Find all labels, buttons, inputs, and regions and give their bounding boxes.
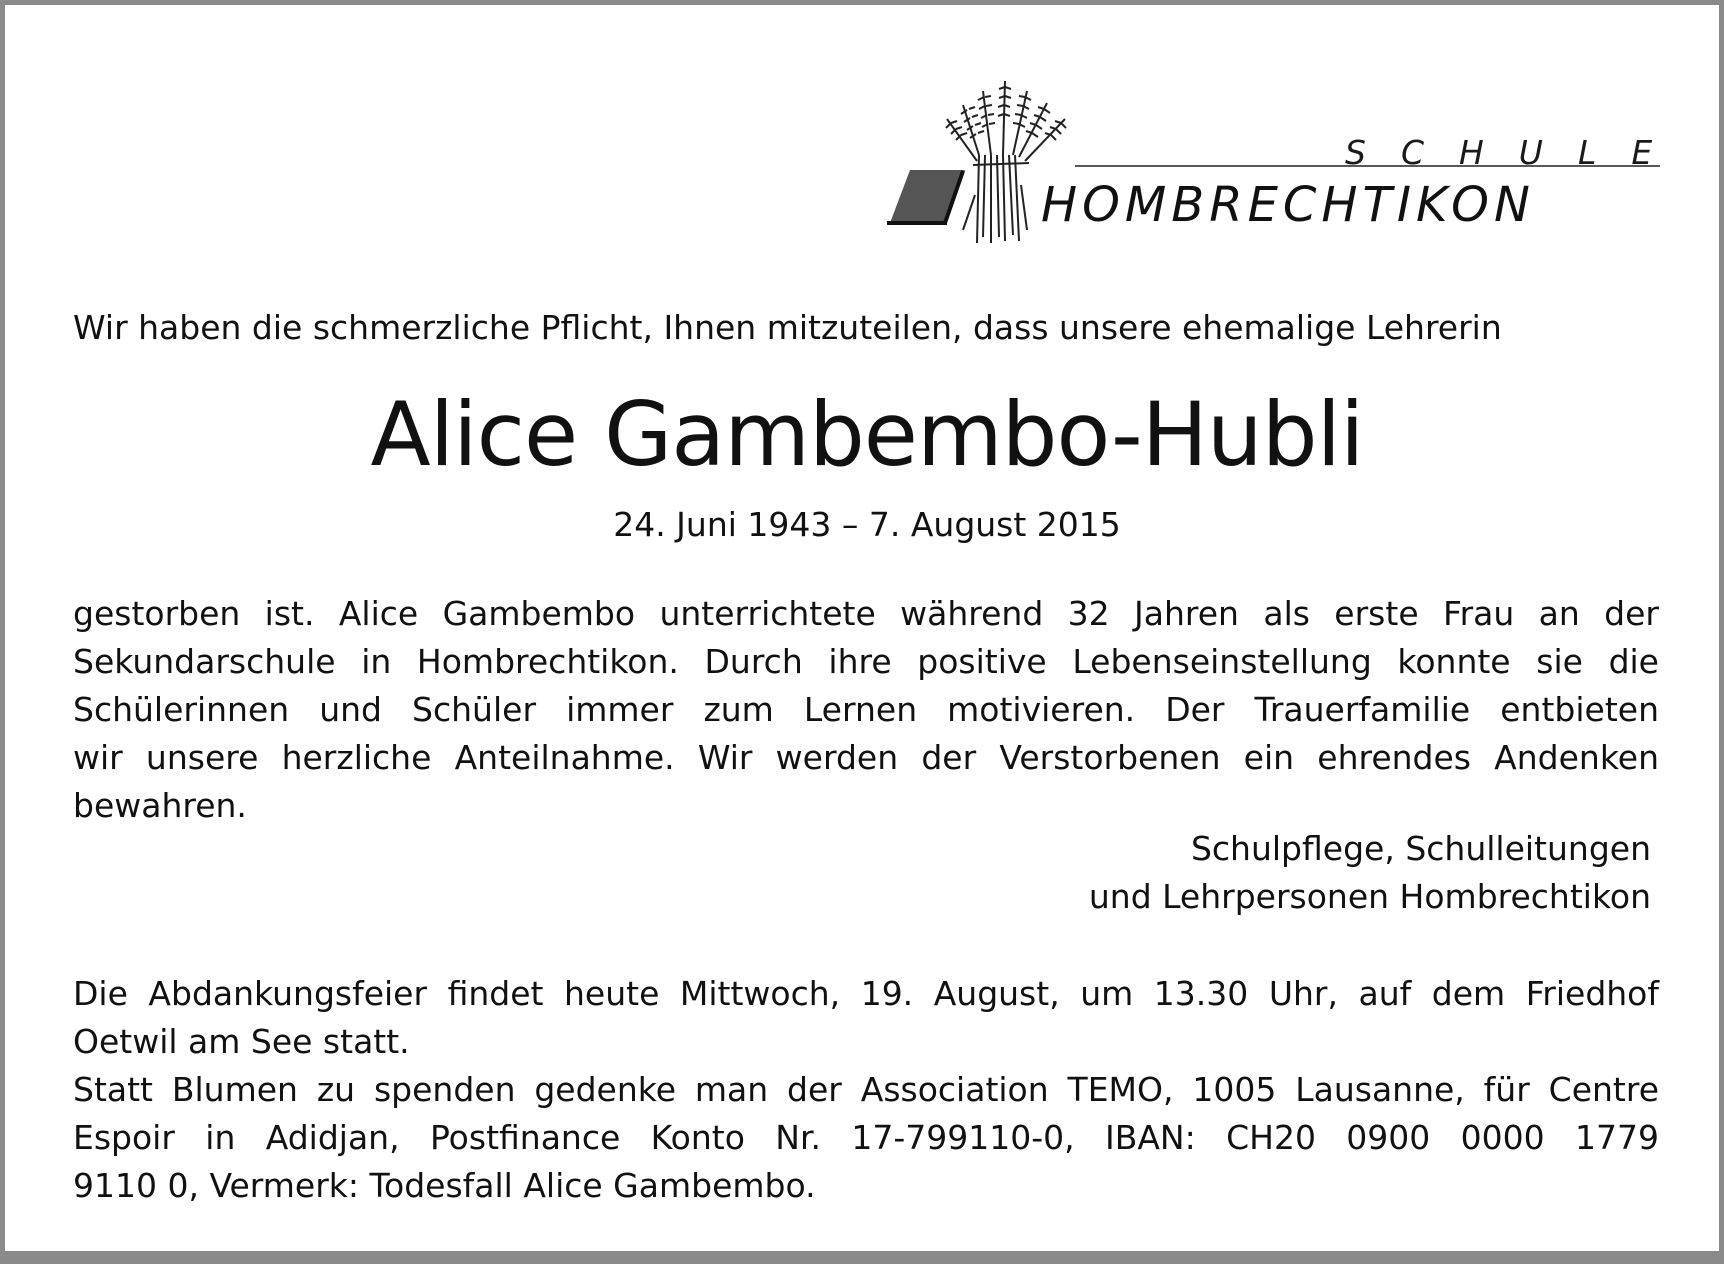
funeral-info xyxy=(73,970,1659,1210)
intro-text: Wir haben die schmerzliche Pflicht, Ihnen mitzuteilen, dass unsere ehemalige Lehrerin xyxy=(73,308,1502,347)
body-line: wir unsere herzliche Anteilnahme. Wir werden der Verstorbenen ein ehrendes Andenken xyxy=(73,738,1659,777)
body-line: bewahren. xyxy=(73,786,247,825)
signature xyxy=(1089,825,1651,921)
signature-line: Schulpflege, Schulleitungen xyxy=(1190,829,1651,868)
funeral-line: Oetwil am See statt. xyxy=(73,1022,410,1061)
funeral-line: Espoir in Adidjan, Postfinance Konto Nr. 17-799110-0, IBAN: CH20 0900 0000 1779 xyxy=(73,1118,1659,1157)
body-line: Schülerinnen und Schüler immer zum Lernen motivieren. Der Trauerfamilie entbieten xyxy=(73,690,1659,729)
logo-school-name: HOMBRECHTIKON xyxy=(1041,177,1535,233)
logo-block-icon xyxy=(887,170,965,223)
body-line: gestorben ist. Alice Gambembo unterrichtete während 32 Jahren als erste Frau an der xyxy=(73,594,1659,633)
logo-schule-text: SCHULE xyxy=(1345,133,1688,172)
deceased-name: Alice Gambembo-Hubli xyxy=(370,383,1364,486)
funeral-line: 9110 0, Vermerk: Todesfall Alice Gambembo. xyxy=(73,1166,816,1205)
funeral-line: Statt Blumen zu spenden gedenke man der Association TEMO, 1005 Lausanne, für Centre xyxy=(73,1070,1659,1109)
notice-body xyxy=(73,590,1659,830)
body-line: Sekundarschule in Hombrechtikon. Durch ihre positive Lebenseinstellung konnte sie die xyxy=(73,642,1659,681)
signature-line: und Lehrpersonen Hombrechtikon xyxy=(1088,877,1651,916)
funeral-line: Die Abdankungsfeier findet heute Mittwoch, 19. August, um 13.30 Uhr, auf dem Friedhof xyxy=(73,974,1659,1013)
life-dates: 24. Juni 1943 – 7. August 2015 xyxy=(613,505,1121,544)
